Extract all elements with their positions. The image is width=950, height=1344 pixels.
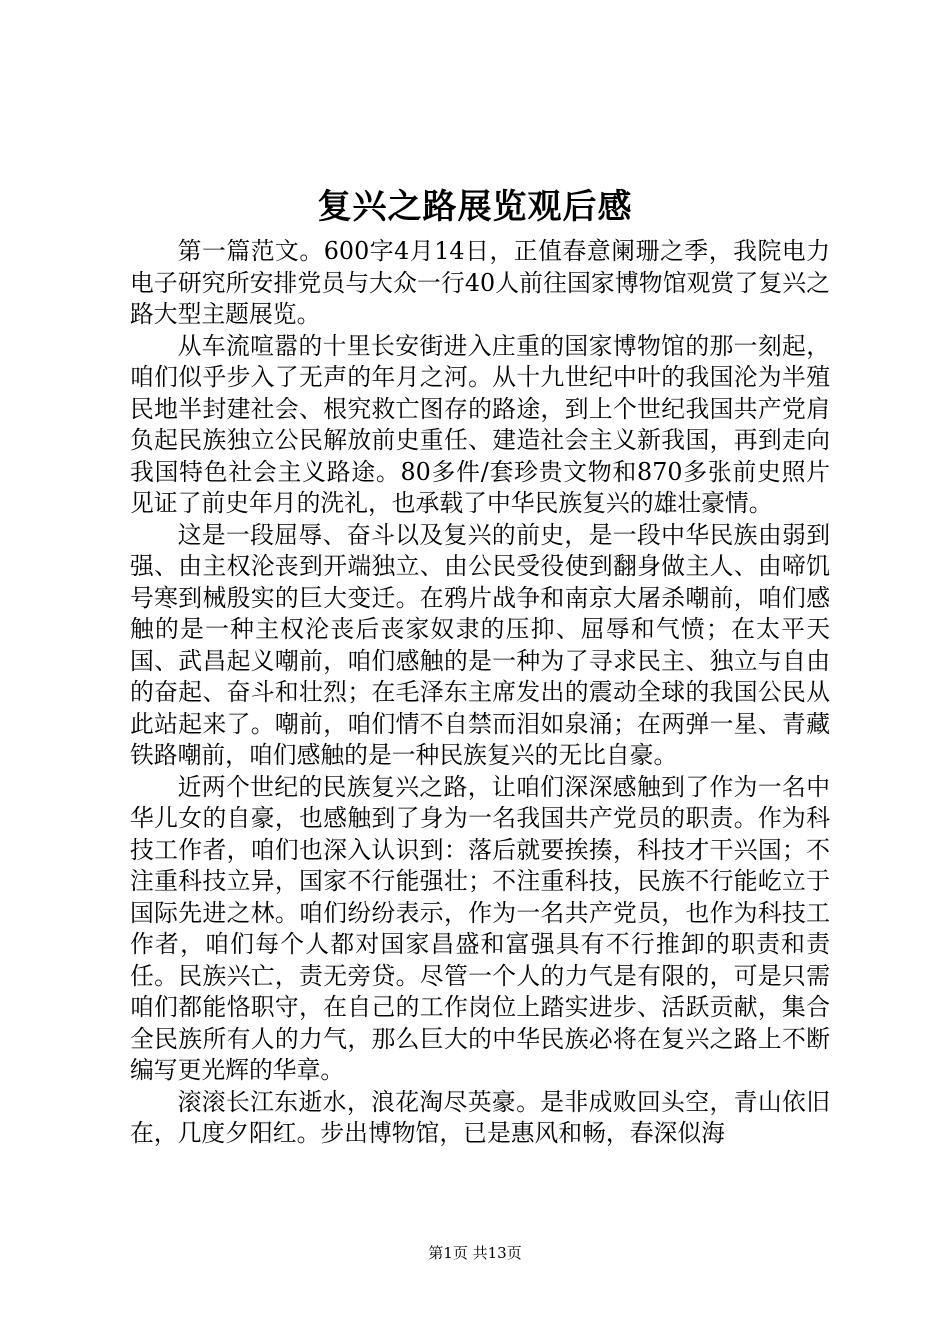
paragraph-3: 这是一段屈辱、奋斗以及复兴的前史，是一段中华民族由弱到强、由主权沦丧到开端独立、由公民受役使到翻身做主人、由啼饥号寒到械殷实的巨大变迁。在鸦片战争和南京大屠杀嘲前，咱们感触的是一种主权沦丧后丧家奴隶的压抑、屈辱和气愤；在太平天国、武昌起义嘲前，咱们感触的是一种为了寻求民主、独立与自由的奋起、奋斗和壮烈；在毛泽东主席发出的震动全球的我国公民从此站起来了。嘲前，咱们情不自禁而泪如泉涌；在两弹一星、青藏铁路嘲前，咱们感触的是一种民族复兴的无比自豪。 (130, 520, 830, 769)
page-number-footer: 第1页 共13页 (428, 1244, 522, 1262)
document-body (130, 236, 830, 1150)
paragraph-5: 滚滚长江东逝水，浪花淘尽英豪。是非成败回头空，青山依旧在，几度夕阳红。步出博物馆，已是惠风和畅，春深似海 (130, 1087, 830, 1147)
paragraph-2: 从车流喧嚣的十里长安街进入庄重的国家博物馆的那一刻起，咱们似乎步入了无声的年月之河。从十九世纪中叶的我国沦为半殖民地半封建社会、根究救亡图存的路途，到上个世纪我国共产党肩负起民族独立公民解放前史重任、建造社会主义新我国，再到走向我国特色社会主义路途。80多件/套珍贵文物和870多张前史照片见证了前史年月的洗礼，也承载了中华民族复兴的雄壮豪情。 (130, 331, 830, 517)
paragraph-4: 近两个世纪的民族复兴之路，让咱们深深感触到了作为一名中华儿女的自豪，也感触到了身为一名我国共产党员的职责。作为科技工作者，咱们也深入认识到：落后就要挨揍，科技才干兴国；不注重科技立异，国家不行能强壮；不注重科技，民族不行能屹立于国际先进之林。咱们纷纷表示，作为一名共产党员，也作为科技工作者，咱们每个人都对国家昌盛和富强具有不行推卸的职责和责任。民族兴亡，责无旁贷。尽管一个人的力气是有限的，可是只需咱们都能恪职守，在自己的工作岗位上踏实进步、活跃贡献，集合全民族所有人的力气，那么巨大的中华民族必将在复兴之路上不断编写更光辉的华章。 (130, 772, 830, 1084)
page-title: 复兴之路展览观后感 (317, 187, 633, 227)
paragraph-1: 第一篇范文。600字4月14日，正值春意阑珊之季，我院电力电子研究所安排党员与大众一行40人前往国家博物馆观赏了复兴之路大型主题展览。 (130, 237, 830, 328)
